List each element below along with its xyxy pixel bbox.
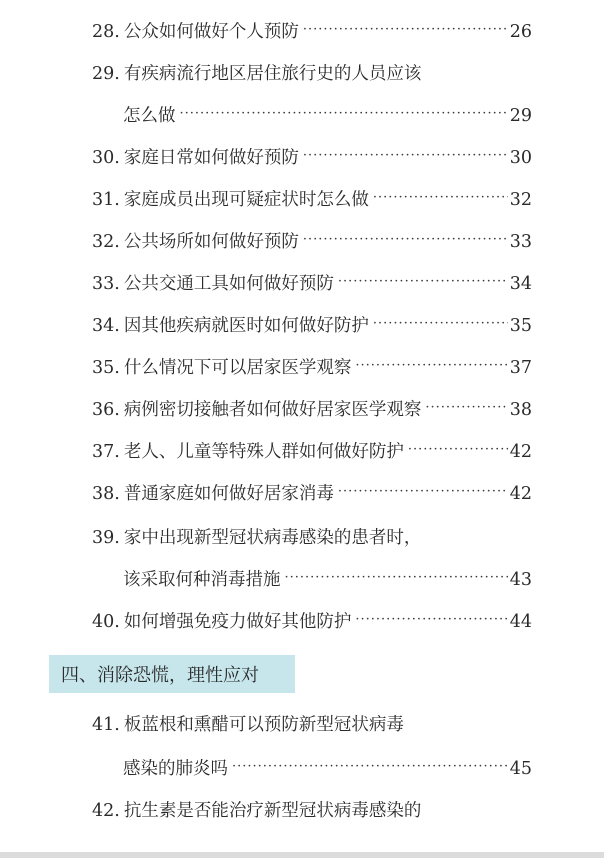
toc-leader-dots (303, 17, 508, 43)
toc-entry-42[interactable] (92, 798, 532, 824)
toc-entry-39[interactable] (92, 525, 532, 551)
toc-leader-dots (285, 565, 508, 591)
toc-entry-33[interactable] (92, 271, 532, 297)
toc-entry-page: 26 (509, 22, 532, 42)
toc-entry-title: 因其他疾病就医时如何做好防护 (123, 316, 369, 336)
section-title: 四、消除恐慌，理性应对 (61, 665, 259, 686)
toc-entry-number: 41. (92, 715, 120, 735)
toc-entry-title: 什么情况下可以居家医学观察 (123, 358, 352, 378)
toc-entry-number: 39. (92, 528, 120, 548)
toc-entry-number: 31. (92, 190, 120, 210)
toc-entry-number: 38. (92, 484, 120, 504)
toc-entry-page: 34 (509, 274, 532, 294)
toc-entry-number: 33. (92, 274, 120, 294)
toc-leader-dots (338, 269, 508, 295)
toc-entry-page: 30 (509, 148, 532, 168)
toc-leader-dots (180, 101, 508, 127)
toc-entry-number: 30. (92, 148, 120, 168)
toc-entry-title: 该采取何种消毒措施 (123, 570, 281, 590)
toc-entry-29-cont[interactable] (123, 103, 532, 129)
toc-entry-36[interactable] (92, 397, 532, 423)
toc-entry-number: 40. (92, 612, 120, 632)
toc-entry-40[interactable] (92, 609, 532, 635)
toc-entry-41-cont[interactable] (123, 756, 532, 782)
toc-entry-title: 怎么做 (123, 106, 176, 126)
toc-leader-dots (303, 143, 508, 169)
toc-entry-title: 病例密切接触者如何做好居家医学观察 (123, 400, 422, 420)
toc-entry-title: 公共交通工具如何做好预防 (123, 274, 334, 294)
toc-entry-page: 37 (509, 358, 532, 378)
section-header[interactable] (49, 655, 295, 693)
toc-entry-page: 32 (509, 190, 532, 210)
toc-entry-page: 33 (509, 232, 532, 252)
toc-leader-dots (232, 754, 508, 780)
toc-entry-28[interactable] (92, 19, 532, 45)
toc-entry-number: 28. (92, 22, 120, 42)
toc-entry-number: 37. (92, 442, 120, 462)
toc-entry-page: 42 (509, 442, 532, 462)
toc-entry-title: 家庭成员出现可疑症状时怎么做 (123, 190, 369, 210)
toc-entry-35[interactable] (92, 355, 532, 381)
toc-entry-page: 43 (509, 570, 532, 590)
toc-entry-title: 有疾病流行地区居住旅行史的人员应该 (123, 64, 422, 84)
toc-entry-30[interactable] (92, 145, 532, 171)
toc-entry-page: 29 (509, 106, 532, 126)
toc-leader-dots (408, 437, 508, 463)
toc-entry-title: 抗生素是否能治疗新型冠状病毒感染的 (123, 801, 422, 821)
toc-leader-dots (425, 395, 507, 421)
toc-entry-number: 42. (92, 801, 120, 821)
toc-entry-number: 29. (92, 64, 120, 84)
toc-entry-title: 家庭日常如何做好预防 (123, 148, 299, 168)
toc-entry-number: 35. (92, 358, 120, 378)
page-bottom-edge (0, 852, 604, 858)
toc-entry-page: 38 (509, 400, 532, 420)
toc-entry-title: 如何增强免疫力做好其他防护 (123, 612, 352, 632)
toc-leader-dots (373, 311, 508, 337)
toc-entry-number: 32. (92, 232, 120, 252)
toc-entry-page: 42 (509, 484, 532, 504)
toc-entry-number: 34. (92, 316, 120, 336)
toc-entry-38[interactable] (92, 481, 532, 507)
toc-entry-34[interactable] (92, 313, 532, 339)
toc-entry-title: 公众如何做好个人预防 (123, 22, 299, 42)
toc-leader-dots (373, 185, 508, 211)
toc-entry-title: 公共场所如何做好预防 (123, 232, 299, 252)
toc-leader-dots (338, 479, 508, 505)
toc-entry-page: 35 (509, 316, 532, 336)
toc-entry-32[interactable] (92, 229, 532, 255)
toc-entry-page: 45 (509, 759, 532, 779)
toc-leader-dots (355, 607, 507, 633)
toc-entry-title: 感染的肺炎吗 (123, 759, 228, 779)
toc-entry-29[interactable] (92, 61, 532, 87)
toc-entry-37[interactable] (92, 439, 532, 465)
toc-entry-title: 家中出现新型冠状病毒感染的患者时， (123, 528, 422, 548)
toc-leader-dots (355, 353, 507, 379)
toc-entry-41[interactable] (92, 712, 532, 738)
toc-entry-31[interactable] (92, 187, 532, 213)
toc-entry-39-cont[interactable] (123, 567, 532, 593)
toc-entry-title: 普通家庭如何做好居家消毒 (123, 484, 334, 504)
toc-leader-dots (303, 227, 508, 253)
toc-entry-title: 板蓝根和熏醋可以预防新型冠状病毒 (123, 715, 404, 735)
toc-entry-title: 老人、儿童等特殊人群如何做好防护 (123, 442, 404, 462)
toc-entry-number: 36. (92, 400, 120, 420)
toc-entry-page: 44 (509, 612, 532, 632)
